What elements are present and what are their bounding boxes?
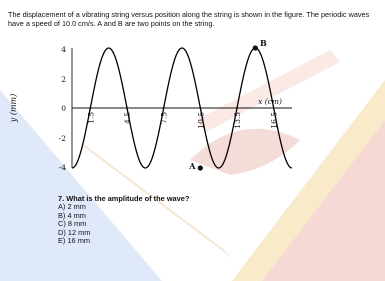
x-tick-label: 13.5 (233, 112, 242, 129)
point-a-label: A (189, 161, 196, 171)
question-block (58, 195, 189, 245)
x-tick-label: 16.5 (269, 112, 279, 129)
answer-option-d[interactable]: D) 12 mm (58, 227, 91, 237)
y-tick-label: 4 (61, 45, 66, 54)
point-b-label: B (259, 38, 267, 48)
answer-option-e[interactable]: E) 16 mm (58, 236, 91, 246)
question-title: 7. What is the amplitude of the wave? (58, 194, 190, 203)
problem-intro-text: The displacement of a vibrating string versus position along the string is shown in the figure. The periodic waves have a speed of 10.0 cm/s. A and B are two points on the string. (8, 10, 370, 28)
answer-option-b[interactable]: B) 4 mm (58, 210, 86, 220)
point-a-marker (198, 165, 203, 170)
x-tick-label: 4.5 (123, 112, 132, 124)
y-tick-group (59, 45, 67, 172)
answer-option-a[interactable]: A) 2 mm (58, 202, 86, 212)
y-tick-label: 0 (61, 104, 66, 113)
x-tick-label: 7.5 (159, 112, 169, 124)
x-tick-label: 1.5 (86, 112, 96, 124)
y-tick-label: 2 (61, 75, 66, 84)
x-tick-group (86, 106, 278, 129)
answer-option-c[interactable]: C) 8 mm (58, 219, 87, 229)
y-axis-label: y (mm) (9, 93, 18, 123)
y-tick-label: -2 (58, 134, 66, 143)
x-tick-label: 10.5 (196, 112, 206, 129)
x-axis-label: x (cm) (258, 97, 282, 106)
point-b-marker (253, 45, 258, 50)
y-tick-label: -4 (58, 163, 66, 172)
